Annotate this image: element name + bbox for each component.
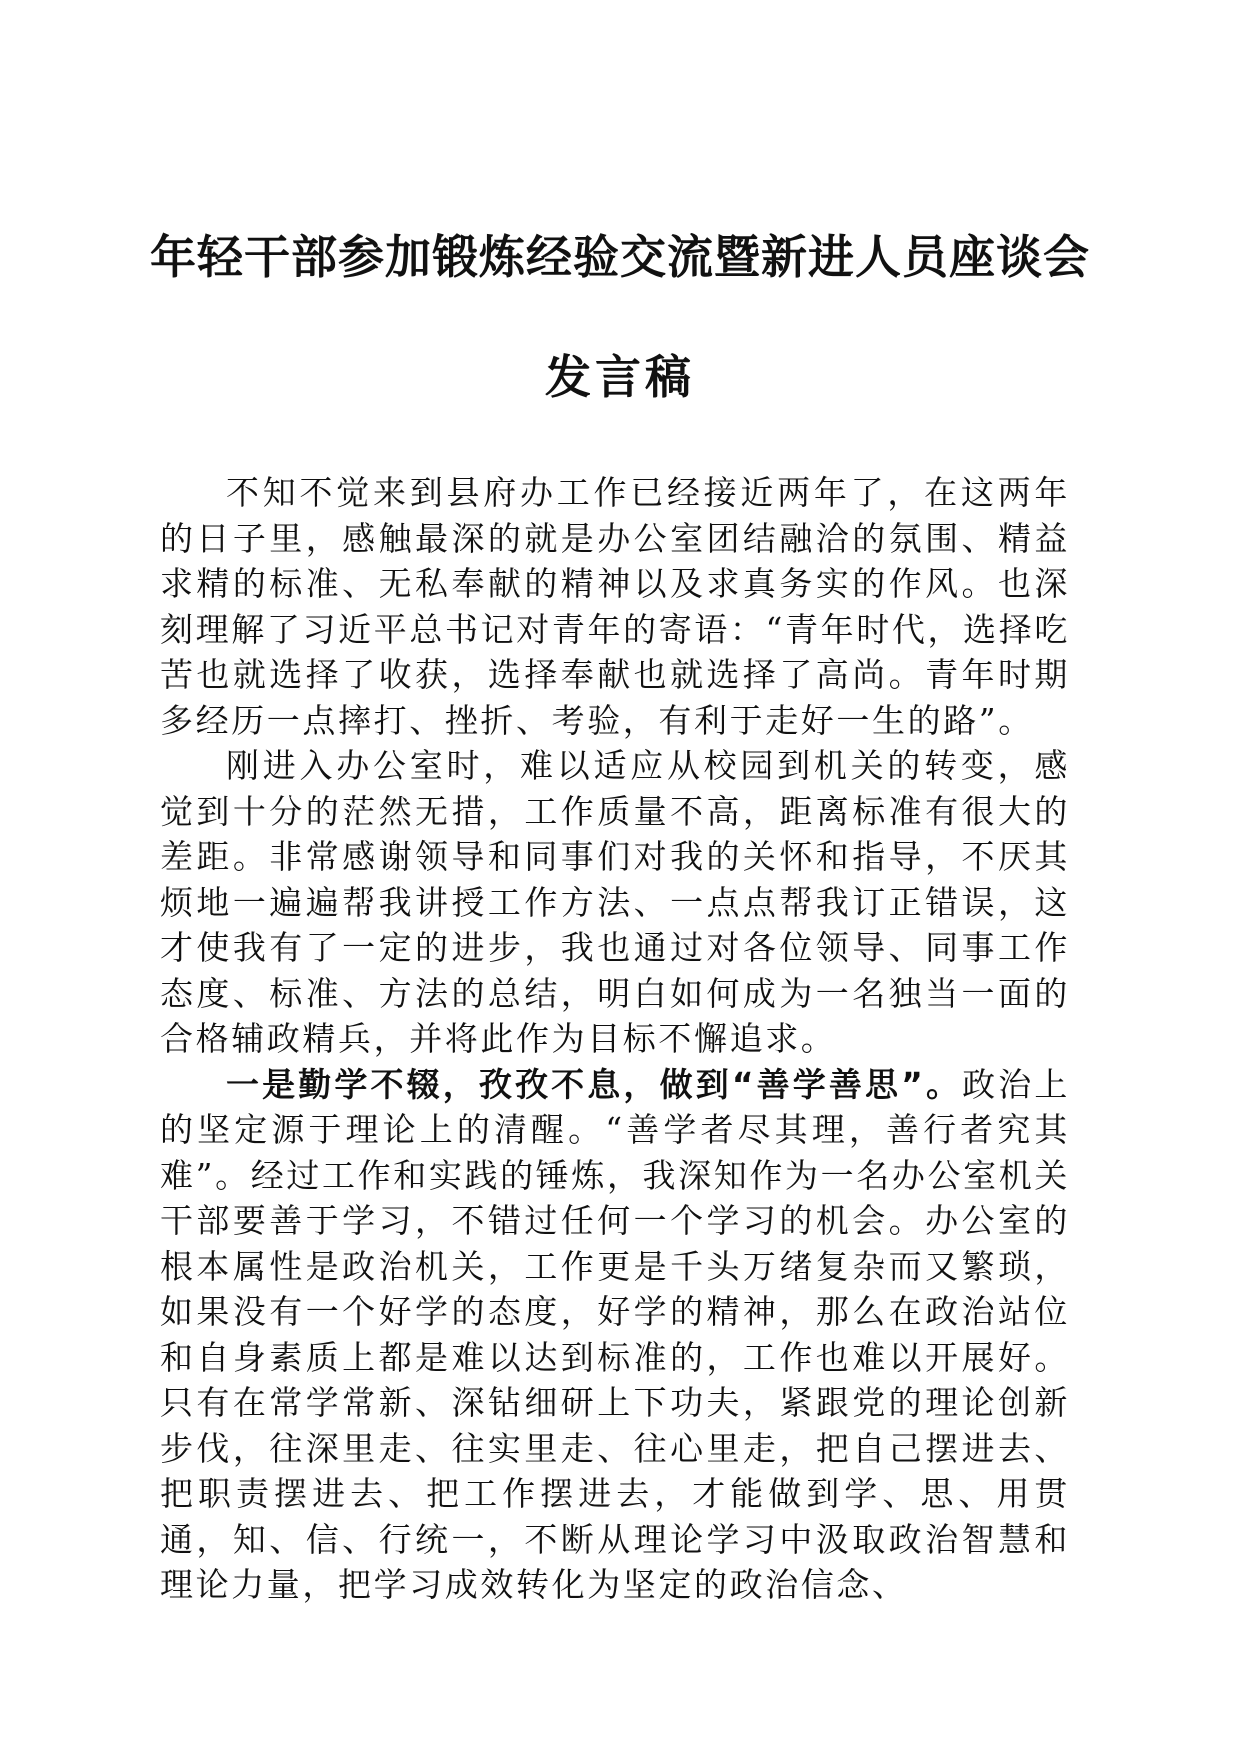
document-body — [160, 470, 1070, 1608]
paragraph-3-text: 政治上的坚定源于理论上的清醒。“善学者尽其理，善行者究其难”。经过工作和实践的锤炼，我深知作为一名办公室机关干部要善于学习，不错过任何一个学习的机会。办公室的根本属性是政治机关，工作更是千头万绪复杂而又繁琐，如果没有一个好学的态度，好学的精神，那么在政治站位和自身素质上都是难以达到标准的，工作也难以开展好。只有在常学常新、深钻细研上下功夫，紧跟党的理论创新步伐，往深里走、往实里走、往心里走，把自己摆进去、把职责摆进去、把工作摆进去，才能做到学、思、用贯通，知、信、行统一，不断从理论学习中汲取政治智慧和理论力量，把学习成效转化为坚定的政治信念、 — [160, 1064, 1070, 1604]
document-title-line-1: 年轻干部参加锻炼经验交流暨新进人员座谈会 — [150, 230, 1090, 284]
paragraph-2 — [160, 743, 1070, 1062]
paragraph-1 — [160, 470, 1070, 743]
paragraph-3-lead-heading: 一是勤学不辍，孜孜不息，做到“善学善思”。 — [226, 1064, 963, 1104]
paragraph-2-text: 刚进入办公室时，难以适应从校园到机关的转变，感觉到十分的茫然无措，工作质量不高，距离标准有很大的差距。非常感谢领导和同事们对我的关怀和指导，不厌其烦地一遍遍帮我讲授工作方法、一点点帮我订正错误，这才使我有了一定的进步，我也通过对各位领导、同事工作态度、标准、方法的总结，明白如何成为一名独当一面的合格辅政精兵，并将此作为目标不懈追求。 — [160, 746, 1070, 1058]
paragraph-3 — [160, 1062, 1070, 1608]
paragraph-1-text: 不知不觉来到县府办工作已经接近两年了，在这两年的日子里，感触最深的就是办公室团结融洽的氛围、精益求精的标准、无私奉献的精神以及求真务实的作风。也深刻理解了习近平总书记对青年的寄语：“青年时代，选择吃苦也就选择了收获，选择奉献也就选择了高尚。青年时期多经历一点摔打、挫折、考验，有利于走好一生的路”。 — [160, 473, 1070, 740]
document-title-line-2: 发言稿 — [545, 350, 695, 404]
